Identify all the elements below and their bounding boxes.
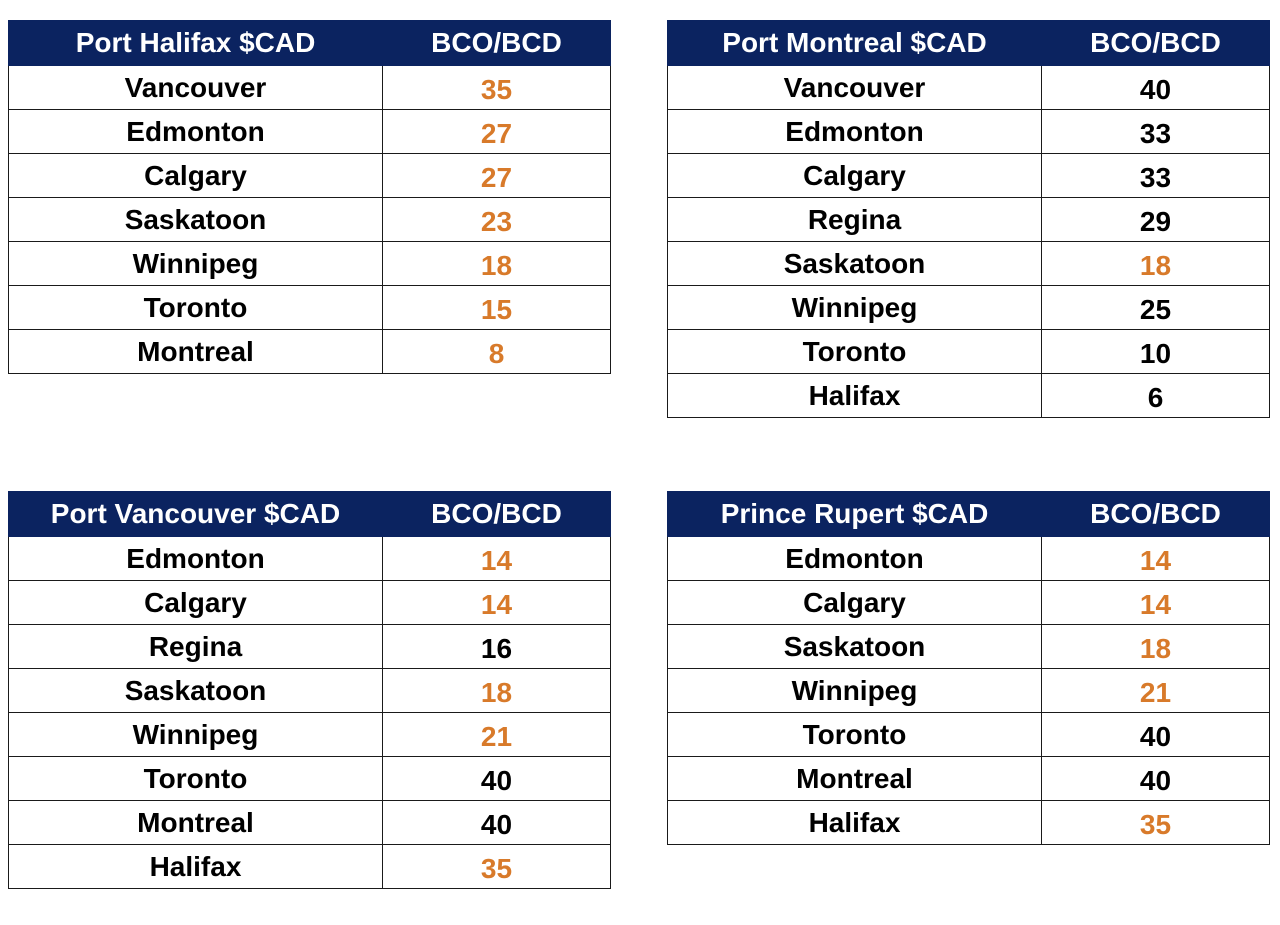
value-cell: 14 [1042,581,1270,625]
city-cell: Toronto [668,713,1042,757]
value-cell: 35 [383,845,611,889]
table-row [668,581,1270,625]
table-row [9,66,611,110]
table-row [668,286,1270,330]
table-row [668,110,1270,154]
table-row [9,242,611,286]
rate-table-port-montreal [667,20,1270,418]
table-row [9,757,611,801]
table-row [9,286,611,330]
city-cell: Saskatoon [668,625,1042,669]
value-cell: 35 [1042,801,1270,845]
header-port: Port Halifax $CAD [9,21,383,66]
value-cell: 40 [383,801,611,845]
city-cell: Halifax [668,374,1042,418]
value-cell: 40 [1042,713,1270,757]
table-header-row [9,21,611,66]
value-cell: 6 [1042,374,1270,418]
table-row [9,330,611,374]
header-port: Prince Rupert $CAD [668,492,1042,537]
table-row [9,801,611,845]
value-cell: 21 [383,713,611,757]
value-cell: 16 [383,625,611,669]
value-cell: 40 [1042,66,1270,110]
value-cell: 15 [383,286,611,330]
table-row [9,669,611,713]
header-bco-bcd: BCO/BCD [383,21,611,66]
city-cell: Toronto [9,286,383,330]
value-cell: 18 [1042,625,1270,669]
value-cell: 10 [1042,330,1270,374]
rate-table-port-halifax [8,20,611,374]
header-bco-bcd: BCO/BCD [1042,21,1270,66]
header-bco-bcd: BCO/BCD [383,492,611,537]
city-cell: Montreal [9,330,383,374]
rate-table-prince-rupert [667,491,1270,845]
city-cell: Edmonton [668,537,1042,581]
table-row [668,669,1270,713]
value-cell: 40 [1042,757,1270,801]
value-cell: 40 [383,757,611,801]
rate-table-port-vancouver [8,491,611,889]
value-cell: 33 [1042,154,1270,198]
city-cell: Calgary [9,154,383,198]
city-cell: Toronto [9,757,383,801]
city-cell: Edmonton [668,110,1042,154]
header-bco-bcd: BCO/BCD [1042,492,1270,537]
city-cell: Toronto [668,330,1042,374]
city-cell: Regina [9,625,383,669]
city-cell: Halifax [9,845,383,889]
value-cell: 27 [383,154,611,198]
value-cell: 18 [383,669,611,713]
table-row [668,757,1270,801]
value-cell: 23 [383,198,611,242]
table-row [9,198,611,242]
city-cell: Montreal [9,801,383,845]
city-cell: Edmonton [9,110,383,154]
table-header-row [668,492,1270,537]
city-cell: Winnipeg [668,669,1042,713]
header-port: Port Montreal $CAD [668,21,1042,66]
city-cell: Edmonton [9,537,383,581]
city-cell: Winnipeg [9,713,383,757]
value-cell: 35 [383,66,611,110]
table-row [668,198,1270,242]
table-row [668,374,1270,418]
value-cell: 25 [1042,286,1270,330]
city-cell: Calgary [9,581,383,625]
value-cell: 14 [1042,537,1270,581]
table-header-row [668,21,1270,66]
table-row [668,242,1270,286]
table-row [668,537,1270,581]
city-cell: Winnipeg [9,242,383,286]
value-cell: 18 [383,242,611,286]
table-row [9,537,611,581]
table-row [9,110,611,154]
city-cell: Calgary [668,581,1042,625]
city-cell: Vancouver [9,66,383,110]
city-cell: Saskatoon [9,669,383,713]
table-row [668,713,1270,757]
table-row [668,66,1270,110]
city-cell: Vancouver [668,66,1042,110]
value-cell: 18 [1042,242,1270,286]
table-row [9,713,611,757]
city-cell: Saskatoon [668,242,1042,286]
table-row [9,581,611,625]
header-port: Port Vancouver $CAD [9,492,383,537]
value-cell: 27 [383,110,611,154]
city-cell: Calgary [668,154,1042,198]
value-cell: 29 [1042,198,1270,242]
table-header-row [9,492,611,537]
table-row [668,154,1270,198]
city-cell: Montreal [668,757,1042,801]
table-row [668,625,1270,669]
city-cell: Halifax [668,801,1042,845]
value-cell: 8 [383,330,611,374]
city-cell: Regina [668,198,1042,242]
value-cell: 14 [383,581,611,625]
table-row [9,154,611,198]
city-cell: Winnipeg [668,286,1042,330]
value-cell: 21 [1042,669,1270,713]
table-row [668,330,1270,374]
value-cell: 14 [383,537,611,581]
city-cell: Saskatoon [9,198,383,242]
table-row [9,845,611,889]
value-cell: 33 [1042,110,1270,154]
table-row [668,801,1270,845]
table-row [9,625,611,669]
